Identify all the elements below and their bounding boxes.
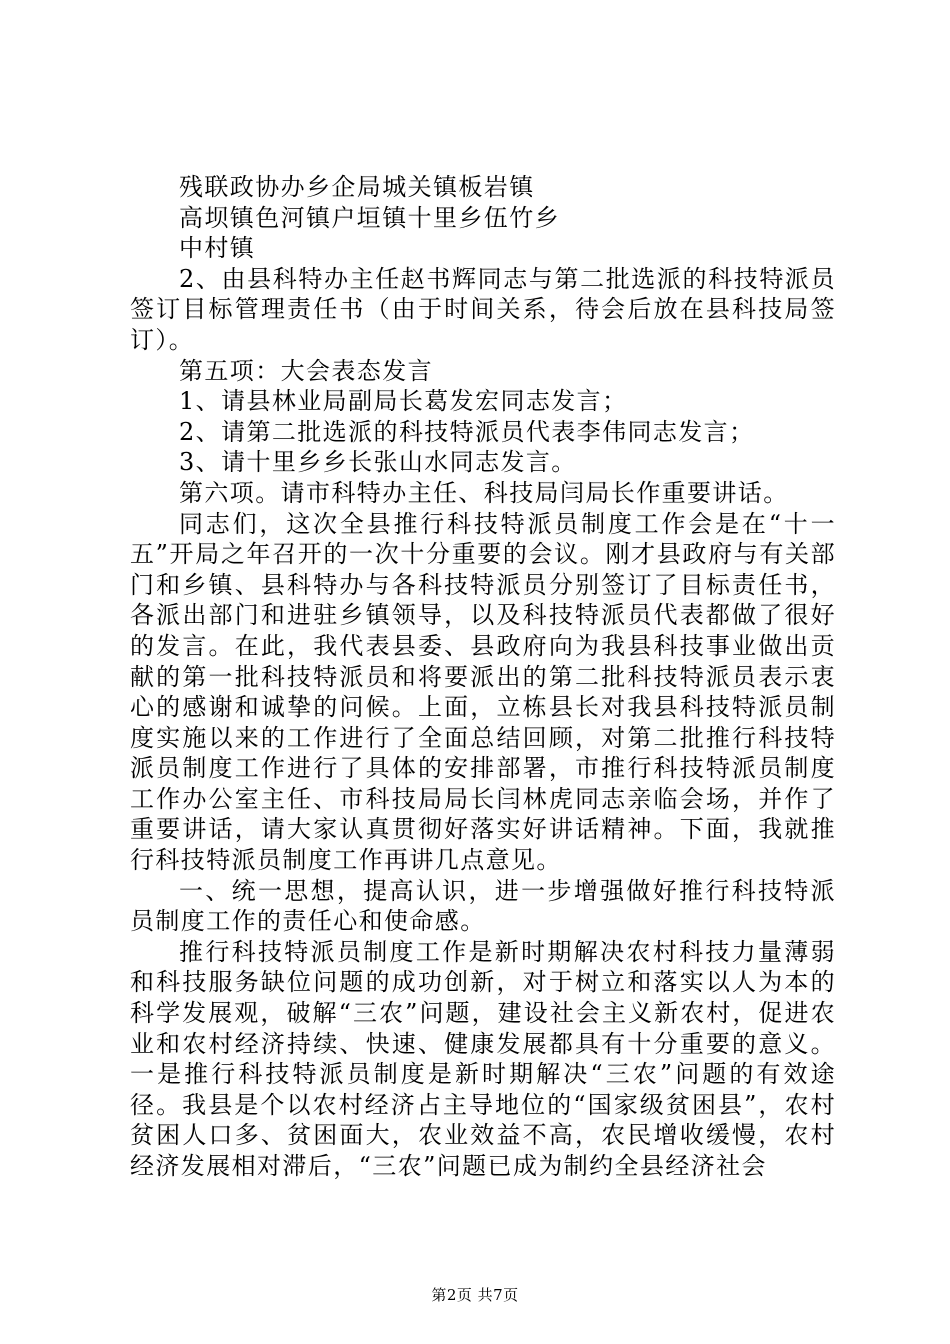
org-list-line-1: 残联政协办乡企局城关镇板岩镇: [179, 173, 535, 201]
org-list-line-3: 中村镇: [179, 234, 256, 263]
speech-item-3: 3、请十里乡乡长张山水同志发言。: [179, 448, 577, 477]
paragraph-significance: 推行科技特派员制度工作是新时期解决农村科技力量薄弱和科技服务缺位问题的成功创新，对于树立和落实以人为本的科学发展观，破解“三农”问题，建设社会主义新农村，促进农业和农村经济持续、快速、健康发展都具有十分重要的意义。一是推行科技特派员制度是新时期解决“三农”问题的有效途径。我县是个以农村经济占主导地位的“国家级贫困县”，农村贫困人口多、贫困面大，农业效益不高，农民增收缓慢，农村经济发展相对滞后，“三农”问题已成为制约全县经济社会: [130, 937, 836, 1180]
org-list-line-2: 高坝镇色河镇户垣镇十里乡伍竹乡: [179, 203, 560, 232]
section-heading-one: 一、统一思想，提高认识，进一步增强做好推行科技特派员制度工作的责任心和使命感。: [130, 876, 836, 936]
page-footer: 第2页 共7页: [431, 1286, 519, 1304]
paragraph-signing: 2、由县科特办主任赵书辉同志与第二批选派的科技特派员签订目标管理责任书（由于时间关系，待会后放在县科技局签订）。: [130, 264, 836, 354]
speech-item-1: 1、请县林业局副局长葛发宏同志发言；: [179, 387, 628, 416]
document-body: [130, 172, 836, 1182]
section-heading-item-5: 第五项：大会表态发言: [179, 356, 433, 385]
paragraph-speech-intro: 同志们，这次全县推行科技特派员制度工作会是在“十一五”开局之年召开的一次十分重要的会议。刚才县政府与有关部门和乡镇、县科特办与各科技特派员分别签订了目标责任书，各派出部门和进驻乡镇领导，以及科技特派员代表都做了很好的发言。在此，我代表县委、县政府向为我县科技事业做出贡献的第一批科技特派员和将要派出的第二批科技特派员表示衷心的感谢和诚挚的问候。上面，立栋县长对我县科技特派员制度实施以来的工作进行了全面总结回顾，对第二批推行科技特派员制度工作进行了具体的安排部署，市推行科技特派员制度工作办公室主任、市科技局局长闫林虎同志亲临会场，并作了重要讲话，请大家认真贯彻好落实好讲话精神。下面，我就推行科技特派员制度工作再讲几点意见。: [130, 509, 836, 875]
section-heading-item-6: 第六项。请市科特办主任、科技局闫局长作重要讲话。: [179, 478, 789, 507]
speech-item-2: 2、请第二批选派的科技特派员代表李伟同志发言；: [179, 417, 755, 446]
